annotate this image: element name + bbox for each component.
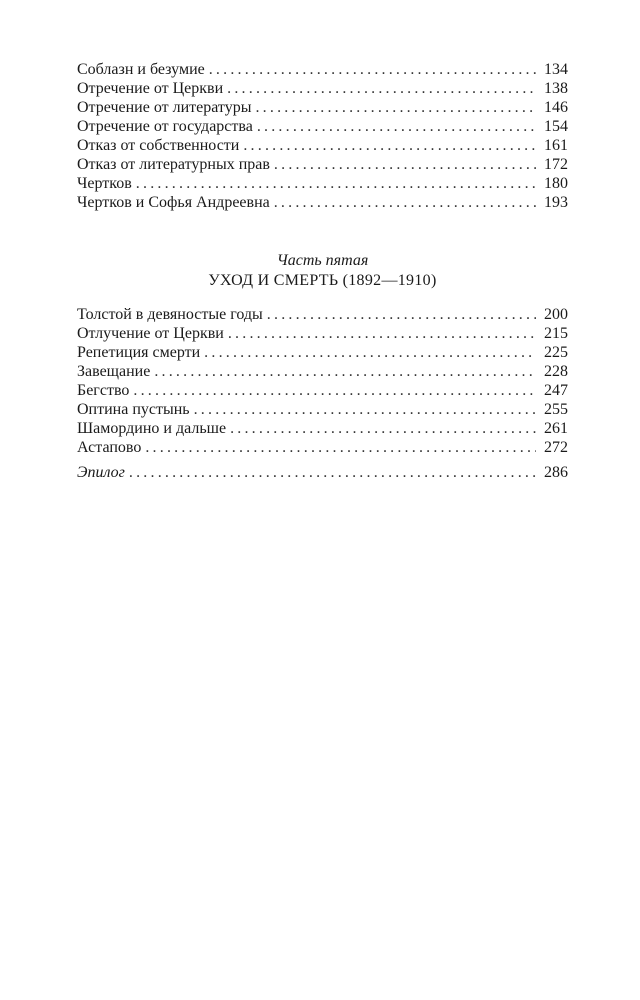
toc-leader-dots: [228, 324, 536, 343]
toc-entry[interactable]: [77, 362, 568, 381]
toc-entry[interactable]: [77, 438, 568, 457]
toc-entry-page: 146: [544, 99, 568, 116]
toc-entry[interactable]: [77, 343, 568, 362]
toc-leader-dots: [230, 419, 536, 438]
toc-entry-title: Отказ от литературных прав: [77, 156, 270, 173]
toc-leader-dots: [209, 60, 536, 79]
toc-leader-dots: [267, 305, 536, 324]
toc-leader-dots: [129, 463, 536, 482]
toc-entry-title: Чертков: [77, 175, 132, 192]
toc-part-five-list: [77, 305, 568, 457]
toc-entry-title: Астапово: [77, 439, 142, 456]
toc-entry-page: 154: [544, 118, 568, 135]
toc-entry-title: Отказ от собственности: [77, 137, 240, 154]
toc-leader-dots: [145, 438, 536, 457]
toc-entry[interactable]: [77, 174, 568, 193]
toc-entry-title: Соблазн и безумие: [77, 61, 205, 78]
toc-entry-title: Репетиция смерти: [77, 344, 201, 361]
toc-entry-title: Толстой в девяностые годы: [77, 306, 263, 323]
toc-entry-title: Эпилог: [77, 464, 125, 481]
toc-entry[interactable]: [77, 324, 568, 343]
part-label: Часть пятая: [276, 252, 369, 269]
toc-section-four-list: [77, 60, 568, 212]
toc-entry-page: 193: [544, 194, 568, 211]
part-five-header: [77, 251, 568, 291]
toc-entry[interactable]: [77, 136, 568, 155]
toc-leader-dots: [243, 136, 536, 155]
toc-entry-page: 225: [544, 344, 568, 361]
toc-entry-page: 286: [544, 464, 568, 481]
toc-entry-title: Шамордино и дальше: [77, 420, 227, 437]
toc-leader-dots: [274, 155, 536, 174]
toc-entry-page: 215: [544, 325, 568, 342]
toc-entry-page: 255: [544, 401, 568, 418]
toc-entry[interactable]: [77, 98, 568, 117]
toc-entry-page: 272: [544, 439, 568, 456]
toc-entry-page: 180: [544, 175, 568, 192]
toc-entry-title: Бегство: [77, 382, 130, 399]
toc-leader-dots: [133, 381, 536, 400]
toc-entry[interactable]: [77, 117, 568, 136]
toc-epilogue-list: [77, 463, 568, 482]
toc-entry-page: 261: [544, 420, 568, 437]
toc-entry-title: Отлучение от Церкви: [77, 325, 224, 342]
toc-leader-dots: [194, 400, 536, 419]
toc-leader-dots: [227, 79, 536, 98]
toc-entry-title: Отречение от государства: [77, 118, 253, 135]
toc-entry[interactable]: [77, 193, 568, 212]
toc-entry-page: 172: [544, 156, 568, 173]
toc-entry[interactable]: [77, 419, 568, 438]
toc-entry[interactable]: [77, 381, 568, 400]
toc-leader-dots: [257, 117, 536, 136]
toc-entry-page: 247: [544, 382, 568, 399]
toc-entry-title: Чертков и Софья Андреевна: [77, 194, 270, 211]
toc-entry[interactable]: [77, 60, 568, 79]
toc-entry[interactable]: [77, 155, 568, 174]
toc-entry[interactable]: [77, 79, 568, 98]
toc-entry-page: 134: [544, 61, 568, 78]
toc-leader-dots: [255, 98, 536, 117]
toc-leader-dots: [136, 174, 536, 193]
toc-entry-title: Оптина пустынь: [77, 401, 190, 418]
table-of-contents-page: [77, 60, 568, 482]
toc-entry-page: 161: [544, 137, 568, 154]
toc-entry-title: Отречение от Церкви: [77, 80, 224, 97]
toc-entry-title: Отречение от литературы: [77, 99, 252, 116]
toc-entry[interactable]: [77, 400, 568, 419]
toc-leader-dots: [154, 362, 536, 381]
toc-leader-dots: [274, 193, 536, 212]
toc-entry-page: 200: [544, 306, 568, 323]
toc-entry-page: 228: [544, 363, 568, 380]
toc-entry[interactable]: [77, 305, 568, 324]
part-title: УХОД И СМЕРТЬ (1892—1910): [208, 272, 437, 289]
toc-entry-title: Завещание: [77, 363, 151, 380]
toc-entry-epilogue[interactable]: [77, 463, 568, 482]
toc-leader-dots: [204, 343, 536, 362]
toc-entry-page: 138: [544, 80, 568, 97]
